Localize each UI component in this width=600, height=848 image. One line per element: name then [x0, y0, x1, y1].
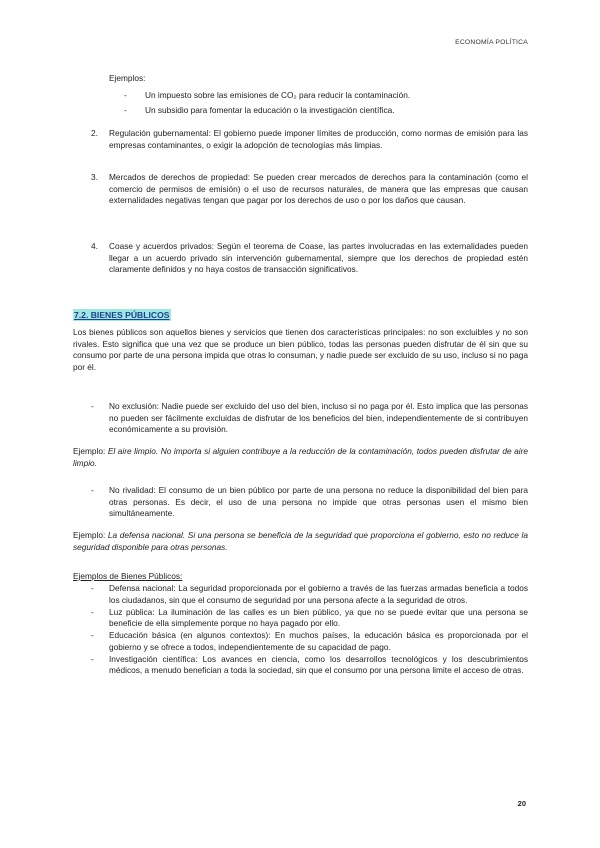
- item-text: Regulación gubernamental: El gobierno puede imponer límites de producción, como normas de emisión para las empresas contaminantes, o exigir la adopción de tecnologías más limpias.: [109, 128, 528, 150]
- examples-label: Ejemplos:: [109, 73, 146, 83]
- characteristic-text: No rivalidad: El consumo de un bien público por parte de una persona no reduce la disponibilidad del bien para otras personas. Es decir, el uso de una persona no impide que otras personas usen el mismo bien simultáneamente.: [109, 485, 528, 519]
- example-text: El aire limpio. No importa si alguien contribuye a la reducción de la contaminación, todos pueden disfrutar de aire limpio.: [73, 446, 528, 468]
- example-non-excludable: [73, 446, 528, 469]
- list-item: - Luz pública: La iluminación de las calles es un bien público, ya que no se puede evitar que una persona se beneficie de ella simplemente porque no haya pagado por ello.: [73, 607, 528, 630]
- item-text: Mercados de derechos de propiedad: Se pueden crear mercados de derechos para la contaminación (como el comercio de permisos de emisión) o el uso de recursos naturales, de manera que las empresas que causan externalidades negativas tengan que pagar por los derechos de uso o por los daños que causan.: [109, 172, 528, 206]
- list-item: - Investigación científica: Los avances en ciencia, como los desarrollos tecnológicos y los descubrimientos médicos, a menudo benefician a toda la sociedad, sin que el consumo por una persona limite el acceso de otras.: [73, 654, 528, 677]
- public-goods-examples-title: Ejemplos de Bienes Públicos:: [73, 571, 183, 581]
- numbered-item-2: [73, 128, 528, 151]
- characteristic-text: No exclusión: Nadie puede ser excluido del uso del bien, incluso si no paga por él. Esto implica que las personas no pueden ser fácilmente excluidas de disfrutar de los beneficios del bien, independientemente de si contribuyen económicamente a su provisión.: [109, 401, 528, 435]
- characteristic-non-excludable: - No exclusión: Nadie puede ser excluido del uso del bien, incluso si no paga por él. Esto implica que las personas no pueden ser fácilmente excluidas de disfrutar de los beneficios del bien, independientemente de si contribuyen económicamente a su provisión.: [91, 401, 528, 435]
- numbered-item-4: [73, 241, 528, 276]
- example-label: Ejemplo:: [73, 446, 106, 456]
- list-item: - Un subsidio para fomentar la educación o la investigación científica.: [109, 103, 509, 118]
- section-intro-paragraph: Los bienes públicos son aquellos bienes y servicios que tienen dos características principales: no son excluibles y no son rivales. Esto significa que una vez que se produce un bien público, todas las personas pueden disfrutar de él sin que su consumo por parte de una persona impida que otras lo consuman, y nadie puede ser excluido de su uso, incluso si no paga por él.: [73, 327, 528, 372]
- item-text: Coase y acuerdos privados: Según el teorema de Coase, las partes involucradas en las externalidades pueden llegar a un acuerdo privado sin intervención gubernamental, siempre que los derechos de propiedad estén claramente definidos y no haya costos de transacción significativos.: [109, 241, 528, 275]
- list-item: - Un impuesto sobre las emisiones de CO₂ para reducir la contaminación.: [109, 88, 509, 103]
- example-label: Ejemplo:: [73, 530, 106, 540]
- example-non-rival: [73, 530, 528, 553]
- page-number: 20: [517, 799, 526, 808]
- item-number: 3.: [91, 172, 98, 182]
- list-item: - Educación básica (en algunos contextos): En muchos países, la educación básica es proporcionada por el gobierno y se ofrece a todos, independientemente de su capacidad de pago.: [73, 630, 528, 653]
- list-item: - Defensa nacional: La seguridad proporcionada por el gobierno a través de las fuerzas armadas beneficia a todos los ciudadanos, sin que el consumo de seguridad por una persona afecte a la seguridad de otros.: [73, 583, 528, 606]
- examples-list: [109, 88, 509, 118]
- public-goods-list: [73, 583, 528, 677]
- example-text: La defensa nacional. Si una persona se beneficia de la seguridad que proporciona el gobierno, esto no reduce la seguridad disponible para otras personas.: [73, 530, 529, 552]
- item-number: 2.: [91, 128, 98, 138]
- numbered-item-3: [73, 172, 528, 207]
- characteristic-non-rival: - No rivalidad: El consumo de un bien público por parte de una persona no reduce la disponibilidad del bien para otras personas. Es decir, el uso de una persona no impide que otras personas usen el mismo bien simultáneamente.: [91, 485, 528, 519]
- running-header: ECONOMÍA POLÍTICA: [455, 39, 528, 46]
- section-heading: 7.2. BIENES PÚBLICOS: [74, 310, 170, 320]
- item-number: 4.: [91, 241, 98, 251]
